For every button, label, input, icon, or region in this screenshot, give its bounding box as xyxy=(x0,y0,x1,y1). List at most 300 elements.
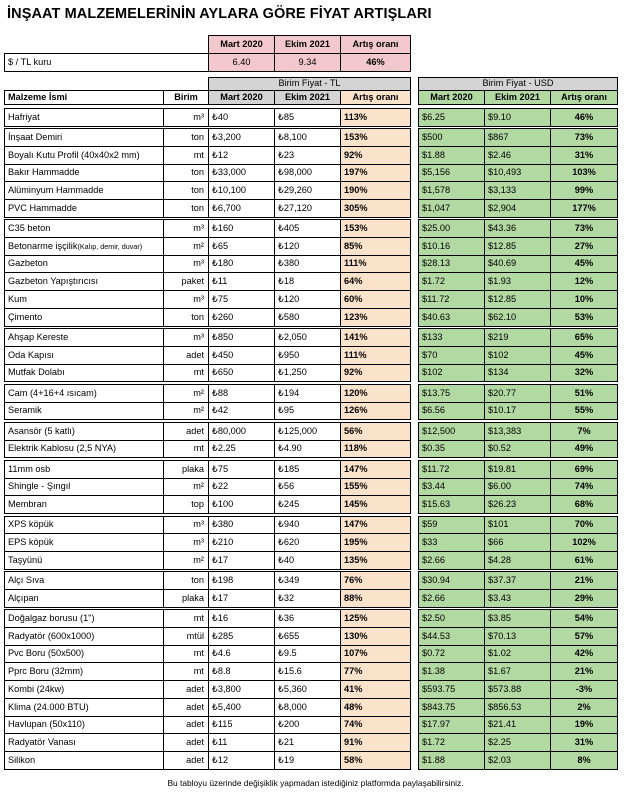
material-name: Membran xyxy=(4,495,164,514)
tl-increase: 147% xyxy=(340,516,411,534)
tl-price-ekim: ₺8,100 xyxy=(274,128,341,147)
tl-price-ekim: ₺27,120 xyxy=(274,199,341,218)
usd-price-ekim: $134 xyxy=(484,364,551,382)
usd-price-ekim: $12.85 xyxy=(484,237,551,256)
column-header-unit: Birim xyxy=(163,90,209,105)
tl-price-mart: ₺16 xyxy=(208,609,275,628)
usd-increase: 74% xyxy=(550,478,618,496)
material-name: Havlupan (50x110) xyxy=(4,716,164,734)
tl-price-ekim: ₺29,260 xyxy=(274,181,341,200)
material-name: Ahşap Kereste xyxy=(4,328,164,347)
usd-increase: 8% xyxy=(550,751,618,770)
usd-price-ekim: $2.25 xyxy=(484,733,551,752)
tl-price-mart: ₺22 xyxy=(208,478,275,496)
material-name-text: Betonarme işçilik xyxy=(8,240,78,251)
material-unit: plaka xyxy=(163,460,209,479)
tl-price-mart: ₺3,800 xyxy=(208,680,275,699)
usd-price-ekim: $21.41 xyxy=(484,716,551,734)
material-unit: adet xyxy=(163,698,209,717)
tl-price-mart: ₺260 xyxy=(208,308,275,327)
tl-price-mart: ₺4.6 xyxy=(208,645,275,663)
usd-price-mart: $500 xyxy=(418,128,485,147)
material-unit: plaka xyxy=(163,589,209,608)
usd-price-mart: $843.75 xyxy=(418,698,485,717)
usd-increase: 46% xyxy=(550,108,618,127)
material-unit: ton xyxy=(163,181,209,200)
tl-price-mart: ₺10,100 xyxy=(208,181,275,200)
material-name: Seramik xyxy=(4,402,164,420)
tl-price-ekim: ₺23 xyxy=(274,146,341,165)
usd-increase: 31% xyxy=(550,146,618,165)
usd-price-mart: $0.35 xyxy=(418,440,485,458)
material-name: İnşaat Demiri xyxy=(4,128,164,147)
material-unit: mt xyxy=(163,146,209,165)
material-name: Cam (4+16+4 ısıcam) xyxy=(4,384,164,403)
usd-price-mart: $40.63 xyxy=(418,308,485,327)
usd-price-mart: $70 xyxy=(418,346,485,365)
tl-price-ekim: ₺620 xyxy=(274,533,341,552)
tl-price-mart: ₺380 xyxy=(208,516,275,534)
material-name: Bakır Hammadde xyxy=(4,164,164,182)
usd-increase: 177% xyxy=(550,199,618,218)
tl-price-mart: ₺160 xyxy=(208,219,275,238)
tl-price-ekim: ₺950 xyxy=(274,346,341,365)
usd-increase: 32% xyxy=(550,364,618,382)
column-header-tl-mart: Mart 2020 xyxy=(208,90,275,105)
usd-price-ekim: $1.93 xyxy=(484,272,551,291)
group-header-tl: Birim Fiyat - TL xyxy=(208,77,411,91)
usd-price-ekim: $37.37 xyxy=(484,571,551,590)
material-name: EPS köpük xyxy=(4,533,164,552)
usd-increase: 31% xyxy=(550,733,618,752)
usd-price-mart: $1.72 xyxy=(418,733,485,752)
column-header-usd-artis: Artış oranı xyxy=(550,90,618,105)
material-unit: mt xyxy=(163,662,209,681)
usd-price-ekim: $10,493 xyxy=(484,164,551,182)
usd-increase: 45% xyxy=(550,255,618,273)
tl-increase: 141% xyxy=(340,328,411,347)
material-name: Gazbeton xyxy=(4,255,164,273)
usd-increase: 29% xyxy=(550,589,618,608)
usd-increase: 65% xyxy=(550,328,618,347)
material-name: XPS köpük xyxy=(4,516,164,534)
tl-increase: 197% xyxy=(340,164,411,182)
material-unit: mt xyxy=(163,645,209,663)
material-unit: ton xyxy=(163,308,209,327)
usd-price-mart: $2.50 xyxy=(418,609,485,628)
usd-price-ekim: $10.17 xyxy=(484,402,551,420)
tl-price-ekim: ₺120 xyxy=(274,237,341,256)
tl-price-mart: ₺17 xyxy=(208,589,275,608)
usd-increase: 57% xyxy=(550,627,618,646)
tl-increase: 111% xyxy=(340,255,411,273)
usd-price-ekim: $12.85 xyxy=(484,290,551,309)
tl-increase: 74% xyxy=(340,716,411,734)
tl-price-mart: ₺8.8 xyxy=(208,662,275,681)
usd-increase: 99% xyxy=(550,181,618,200)
fx-header-mart: Mart 2020 xyxy=(208,35,275,54)
group-header-usd: Birim Fiyat - USD xyxy=(418,77,618,91)
material-name xyxy=(4,237,164,256)
tl-price-ekim: ₺56 xyxy=(274,478,341,496)
usd-price-ekim: $6.00 xyxy=(484,478,551,496)
tl-increase: 88% xyxy=(340,589,411,608)
usd-price-ekim: $66 xyxy=(484,533,551,552)
tl-increase: 77% xyxy=(340,662,411,681)
usd-price-ekim: $219 xyxy=(484,328,551,347)
material-name: Shingle - Şıngıl xyxy=(4,478,164,496)
tl-increase: 58% xyxy=(340,751,411,770)
tl-price-mart: ₺17 xyxy=(208,551,275,570)
material-name: Boyalı Kutu Profil (40x40x2 mm) xyxy=(4,146,164,165)
tl-price-ekim: ₺18 xyxy=(274,272,341,291)
usd-price-ekim: $13,383 xyxy=(484,422,551,441)
material-unit: m³ xyxy=(163,328,209,347)
material-unit: m² xyxy=(163,478,209,496)
material-unit: mt xyxy=(163,364,209,382)
tl-price-ekim: ₺194 xyxy=(274,384,341,403)
usd-price-mart: $133 xyxy=(418,328,485,347)
material-name: Klima (24.000 BTU) xyxy=(4,698,164,717)
material-name: Pvc Boru (50x500) xyxy=(4,645,164,663)
material-unit: m² xyxy=(163,551,209,570)
fx-value-ekim: 9.34 xyxy=(274,53,341,72)
usd-increase: 10% xyxy=(550,290,618,309)
tl-price-ekim: ₺5,360 xyxy=(274,680,341,699)
usd-price-mart: $2.66 xyxy=(418,551,485,570)
tl-increase: 85% xyxy=(340,237,411,256)
tl-price-mart: ₺33,000 xyxy=(208,164,275,182)
tl-price-mart: ₺115 xyxy=(208,716,275,734)
tl-price-ekim: ₺15.6 xyxy=(274,662,341,681)
usd-price-ekim: $43.36 xyxy=(484,219,551,238)
tl-price-mart: ₺42 xyxy=(208,402,275,420)
usd-price-ekim: $62.10 xyxy=(484,308,551,327)
material-name-note: (Kalıp, demir, duvar) xyxy=(77,241,143,251)
tl-increase: 145% xyxy=(340,495,411,514)
usd-price-mart: $11.72 xyxy=(418,290,485,309)
usd-increase: 45% xyxy=(550,346,618,365)
tl-price-mart: ₺75 xyxy=(208,460,275,479)
usd-price-mart: $13.75 xyxy=(418,384,485,403)
material-unit: m³ xyxy=(163,255,209,273)
material-unit: mtül xyxy=(163,627,209,646)
tl-increase: 111% xyxy=(340,346,411,365)
material-unit: m² xyxy=(163,237,209,256)
usd-price-mart: $1.88 xyxy=(418,751,485,770)
tl-increase: 147% xyxy=(340,460,411,479)
material-unit: top xyxy=(163,495,209,514)
usd-increase: 49% xyxy=(550,440,618,458)
usd-price-mart: $44.53 xyxy=(418,627,485,646)
tl-price-ekim: ₺8,000 xyxy=(274,698,341,717)
tl-increase: 92% xyxy=(340,146,411,165)
tl-increase: 126% xyxy=(340,402,411,420)
usd-price-mart: $1.88 xyxy=(418,146,485,165)
material-unit: m³ xyxy=(163,533,209,552)
tl-increase: 118% xyxy=(340,440,411,458)
usd-increase: -3% xyxy=(550,680,618,699)
tl-price-ekim: ₺98,000 xyxy=(274,164,341,182)
tl-price-ekim: ₺245 xyxy=(274,495,341,514)
tl-increase: 107% xyxy=(340,645,411,663)
usd-price-ekim: $40.69 xyxy=(484,255,551,273)
usd-price-ekim: $4.28 xyxy=(484,551,551,570)
material-name: Elektrik Kablosu (2,5 NYA) xyxy=(4,440,164,458)
tl-price-ekim: ₺85 xyxy=(274,108,341,127)
material-unit: ton xyxy=(163,199,209,218)
tl-increase: 120% xyxy=(340,384,411,403)
usd-price-mart: $593.75 xyxy=(418,680,485,699)
tl-increase: 153% xyxy=(340,128,411,147)
fx-value-artis: 46% xyxy=(340,53,411,72)
usd-increase: 73% xyxy=(550,219,618,238)
material-name: Radyatör (600x1000) xyxy=(4,627,164,646)
material-unit: mt xyxy=(163,609,209,628)
usd-price-mart: $1.38 xyxy=(418,662,485,681)
column-header-usd-ekim: Ekim 2021 xyxy=(484,90,551,105)
usd-price-mart: $11.72 xyxy=(418,460,485,479)
tl-price-ekim: ₺1,250 xyxy=(274,364,341,382)
usd-price-ekim: $70.13 xyxy=(484,627,551,646)
tl-price-mart: ₺2.25 xyxy=(208,440,275,458)
tl-increase: 64% xyxy=(340,272,411,291)
fx-label: $ / TL kuru xyxy=(4,53,209,72)
material-name: Alçıpan xyxy=(4,589,164,608)
material-name: Hafriyat xyxy=(4,108,164,127)
usd-increase: 12% xyxy=(550,272,618,291)
material-name: Alüminyum Hammadde xyxy=(4,181,164,200)
usd-price-mart: $1,047 xyxy=(418,199,485,218)
material-name: Alçı Sıva xyxy=(4,571,164,590)
usd-price-mart: $6.25 xyxy=(418,108,485,127)
column-header-material: Malzeme İsmi xyxy=(4,90,164,105)
usd-increase: 53% xyxy=(550,308,618,327)
material-unit: ton xyxy=(163,128,209,147)
tl-price-mart: ₺12 xyxy=(208,751,275,770)
material-unit: paket xyxy=(163,272,209,291)
usd-increase: 73% xyxy=(550,128,618,147)
tl-increase: 48% xyxy=(340,698,411,717)
material-name: Mutfak Dolabı xyxy=(4,364,164,382)
tl-price-mart: ₺5,400 xyxy=(208,698,275,717)
material-unit: adet xyxy=(163,751,209,770)
tl-price-ekim: ₺655 xyxy=(274,627,341,646)
usd-increase: 102% xyxy=(550,533,618,552)
material-name: 11mm osb xyxy=(4,460,164,479)
usd-price-mart: $25.00 xyxy=(418,219,485,238)
material-name: C35 beton xyxy=(4,219,164,238)
material-name: Taşyünü xyxy=(4,551,164,570)
usd-increase: 21% xyxy=(550,571,618,590)
material-name: Doğalgaz borusu (1") xyxy=(4,609,164,628)
usd-price-mart: $1,578 xyxy=(418,181,485,200)
tl-price-ekim: ₺19 xyxy=(274,751,341,770)
usd-price-mart: $6.56 xyxy=(418,402,485,420)
tl-price-mart: ₺650 xyxy=(208,364,275,382)
material-unit: m³ xyxy=(163,290,209,309)
usd-price-ekim: $0.52 xyxy=(484,440,551,458)
usd-price-ekim: $867 xyxy=(484,128,551,147)
tl-price-mart: ₺285 xyxy=(208,627,275,646)
usd-price-mart: $3.44 xyxy=(418,478,485,496)
material-unit: m² xyxy=(163,402,209,420)
tl-increase: 155% xyxy=(340,478,411,496)
fx-header-artis: Artış oranı xyxy=(340,35,411,54)
tl-price-ekim: ₺349 xyxy=(274,571,341,590)
material-unit: adet xyxy=(163,716,209,734)
tl-price-mart: ₺198 xyxy=(208,571,275,590)
material-name: Gazbeton Yapıştırıcısı xyxy=(4,272,164,291)
usd-price-mart: $102 xyxy=(418,364,485,382)
tl-price-mart: ₺12 xyxy=(208,146,275,165)
column-header-usd-mart: Mart 2020 xyxy=(418,90,485,105)
tl-price-mart: ₺3,200 xyxy=(208,128,275,147)
tl-increase: 76% xyxy=(340,571,411,590)
tl-increase: 135% xyxy=(340,551,411,570)
material-name: Oda Kapısı xyxy=(4,346,164,365)
tl-increase: 305% xyxy=(340,199,411,218)
tl-price-ekim: ₺2,050 xyxy=(274,328,341,347)
usd-price-ekim: $20.77 xyxy=(484,384,551,403)
tl-price-mart: ₺75 xyxy=(208,290,275,309)
material-unit: adet xyxy=(163,733,209,752)
tl-price-mart: ₺100 xyxy=(208,495,275,514)
material-unit: m³ xyxy=(163,108,209,127)
material-unit: m³ xyxy=(163,516,209,534)
usd-price-mart: $15.63 xyxy=(418,495,485,514)
usd-price-ekim: $102 xyxy=(484,346,551,365)
column-header-tl-ekim: Ekim 2021 xyxy=(274,90,341,105)
tl-price-mart: ₺450 xyxy=(208,346,275,365)
usd-increase: 103% xyxy=(550,164,618,182)
usd-price-ekim: $3.85 xyxy=(484,609,551,628)
usd-price-mart: $0.72 xyxy=(418,645,485,663)
usd-price-mart: $28.13 xyxy=(418,255,485,273)
usd-price-ekim: $1.02 xyxy=(484,645,551,663)
material-name: Silikon xyxy=(4,751,164,770)
usd-price-ekim: $1.67 xyxy=(484,662,551,681)
tl-increase: 60% xyxy=(340,290,411,309)
tl-price-ekim: ₺200 xyxy=(274,716,341,734)
usd-price-ekim: $101 xyxy=(484,516,551,534)
usd-price-mart: $5,156 xyxy=(418,164,485,182)
tl-price-mart: ₺40 xyxy=(208,108,275,127)
material-name: Radyatör Vanası xyxy=(4,733,164,752)
material-name: Çimento xyxy=(4,308,164,327)
tl-price-mart: ₺11 xyxy=(208,733,275,752)
usd-price-ekim: $3.43 xyxy=(484,589,551,608)
tl-price-ekim: ₺40 xyxy=(274,551,341,570)
tl-increase: 195% xyxy=(340,533,411,552)
tl-price-ekim: ₺32 xyxy=(274,589,341,608)
tl-price-ekim: ₺380 xyxy=(274,255,341,273)
usd-increase: 21% xyxy=(550,662,618,681)
usd-increase: 70% xyxy=(550,516,618,534)
usd-price-ekim: $573.88 xyxy=(484,680,551,699)
usd-price-ekim: $9.10 xyxy=(484,108,551,127)
usd-increase: 19% xyxy=(550,716,618,734)
usd-price-mart: $17.97 xyxy=(418,716,485,734)
material-unit: adet xyxy=(163,680,209,699)
material-unit: mt xyxy=(163,440,209,458)
tl-increase: 123% xyxy=(340,308,411,327)
material-unit: ton xyxy=(163,164,209,182)
material-unit: m³ xyxy=(163,219,209,238)
tl-price-ekim: ₺125,000 xyxy=(274,422,341,441)
tl-increase: 130% xyxy=(340,627,411,646)
tl-price-ekim: ₺405 xyxy=(274,219,341,238)
material-unit: m² xyxy=(163,384,209,403)
usd-increase: 54% xyxy=(550,609,618,628)
tl-price-ekim: ₺95 xyxy=(274,402,341,420)
material-name: Kombi (24kw) xyxy=(4,680,164,699)
usd-price-mart: $10.16 xyxy=(418,237,485,256)
tl-price-ekim: ₺580 xyxy=(274,308,341,327)
tl-price-ekim: ₺940 xyxy=(274,516,341,534)
material-name: PVC Hammadde xyxy=(4,199,164,218)
tl-increase: 190% xyxy=(340,181,411,200)
usd-price-ekim: $19.81 xyxy=(484,460,551,479)
usd-price-ekim: $26.23 xyxy=(484,495,551,514)
usd-increase: 51% xyxy=(550,384,618,403)
tl-increase: 91% xyxy=(340,733,411,752)
tl-price-mart: ₺210 xyxy=(208,533,275,552)
usd-increase: 7% xyxy=(550,422,618,441)
tl-price-mart: ₺850 xyxy=(208,328,275,347)
usd-increase: 42% xyxy=(550,645,618,663)
usd-price-ekim: $856.53 xyxy=(484,698,551,717)
tl-increase: 56% xyxy=(340,422,411,441)
tl-increase: 153% xyxy=(340,219,411,238)
usd-price-ekim: $2,904 xyxy=(484,199,551,218)
usd-increase: 55% xyxy=(550,402,618,420)
tl-price-mart: ₺88 xyxy=(208,384,275,403)
tl-price-mart: ₺6,700 xyxy=(208,199,275,218)
tl-price-ekim: ₺21 xyxy=(274,733,341,752)
column-header-tl-artis: Artış oranı xyxy=(340,90,411,105)
tl-price-ekim: ₺9.5 xyxy=(274,645,341,663)
usd-increase: 69% xyxy=(550,460,618,479)
tl-price-ekim: ₺185 xyxy=(274,460,341,479)
material-unit: ton xyxy=(163,571,209,590)
footer-note: Bu tabloyu üzerinde değişiklik yapmadan istediğiniz platformda paylaşabilirsiniz. xyxy=(167,778,464,788)
tl-increase: 92% xyxy=(340,364,411,382)
tl-price-ekim: ₺120 xyxy=(274,290,341,309)
usd-increase: 2% xyxy=(550,698,618,717)
usd-price-mart: $33 xyxy=(418,533,485,552)
material-unit: adet xyxy=(163,422,209,441)
material-unit: adet xyxy=(163,346,209,365)
page-title: İNŞAAT MALZEMELERİNİN AYLARA GÖRE FİYAT ARTIŞLARI xyxy=(7,6,432,22)
tl-price-ekim: ₺36 xyxy=(274,609,341,628)
tl-price-mart: ₺65 xyxy=(208,237,275,256)
tl-price-mart: ₺180 xyxy=(208,255,275,273)
usd-price-ekim: $3,133 xyxy=(484,181,551,200)
usd-price-mart: $30.94 xyxy=(418,571,485,590)
usd-increase: 68% xyxy=(550,495,618,514)
tl-increase: 41% xyxy=(340,680,411,699)
material-name: Kum xyxy=(4,290,164,309)
usd-price-ekim: $2.03 xyxy=(484,751,551,770)
tl-price-mart: ₺11 xyxy=(208,272,275,291)
usd-price-ekim: $2.46 xyxy=(484,146,551,165)
usd-price-mart: $12,500 xyxy=(418,422,485,441)
fx-value-mart: 6.40 xyxy=(208,53,275,72)
tl-increase: 113% xyxy=(340,108,411,127)
tl-price-ekim: ₺4.90 xyxy=(274,440,341,458)
fx-header-ekim: Ekim 2021 xyxy=(274,35,341,54)
